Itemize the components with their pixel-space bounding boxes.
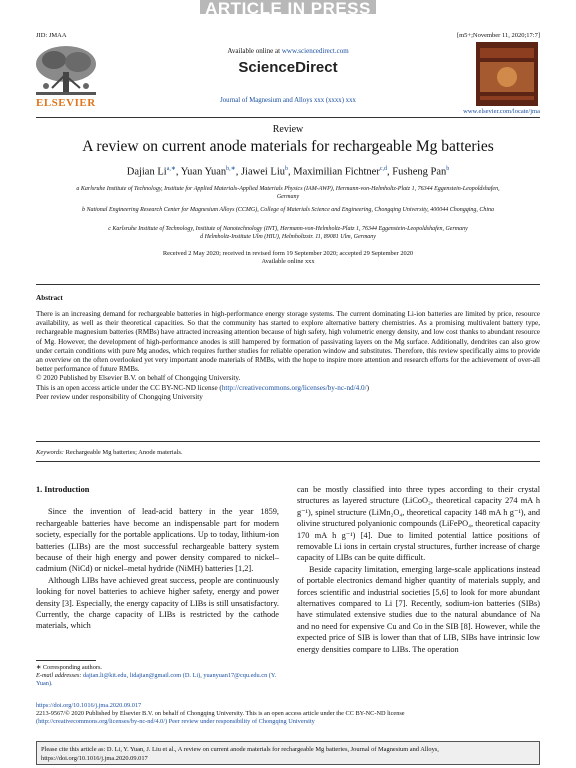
- footnote-rule: [36, 660, 96, 661]
- abstract-copyright: © 2020 Published by Elsevier B.V. on behalf of Chongqing University.: [36, 374, 241, 383]
- author-affiliation-mark[interactable]: c,d: [379, 166, 388, 172]
- abstract-heading: Abstract: [36, 294, 63, 302]
- journal-homepage-link[interactable]: www.elsevier.com/locate/jma: [463, 108, 540, 115]
- keywords-bottom-divider: [36, 461, 540, 462]
- license-prefix: This is an open access article under the CC BY-NC-ND license (: [36, 383, 222, 392]
- header-divider: [36, 117, 540, 118]
- body-column-right: [297, 484, 540, 655]
- keywords-line: [36, 449, 183, 456]
- license-link[interactable]: http://creativecommons.org/licenses/by-nc-nd/4.0/: [221, 383, 367, 392]
- affiliation-c: c Karlsruhe Institute of Technology, Institute of Nanotechnology (INT), Hermann-von-Helmholtz-Platz 1, 76344 Eggenstein-Leopoldshafen, Germany: [108, 226, 468, 232]
- footer-copyright: [36, 710, 540, 726]
- license-suffix: ): [366, 383, 370, 392]
- body-paragraph: Since the invention of lead-acid battery in the year 1859, rechargeable batteries have become an indispensable part for modern society, especially for the portable applications. Up to today, lithium-ion batteries (LIBs) are the most successful rechargeable battery system because of their high energy and power density compared to nickel–cadmium (NiCd) or nickel–metal hydride (NiMH) batteries [1,2].: [36, 507, 279, 574]
- author-affiliation-mark[interactable]: a,∗: [166, 166, 176, 172]
- body-paragraph: Beside capacity limitation, emerging large-scale applications instead of portable electronics demand higher quantity of materials supply, and forces scientific and industrial societies [5,6] to look for more abundant alternatives compared to Li [7]. Recently, sodium-ion batteries (SIBs) have stimulated extensive studies due to the natural abundance of Na and no need for expensive Cu and Co in the SIB [8]. However, while the expected price of SIB is lower than that of LIB, SIBs have intrinsic low energy densities compare to LIBs. The operation: [297, 564, 540, 654]
- corresponding-authors-note: ∗ Corresponding authors.: [36, 664, 102, 671]
- email-addresses[interactable]: dajian.li@kit.edu, lidajian@gmail.com (D. Li), yuanyuan17@cqu.edu.cn (Y. Yuan).: [36, 672, 277, 687]
- cover-art: [476, 42, 538, 106]
- introduction-heading: 1. Introduction: [36, 485, 90, 494]
- author-list: Dajian $Li^{a,∗}$, Yuan Yuan$^{b,∗}$, Jiawei Liu$^b$, Maximilian Fichtner$^{c,d}$, Fusheng Pan$^b$: [126, 166, 450, 178]
- footer-license-line[interactable]: (http://creativecommons.org/licenses/by-nc-nd/4.0/) Peer review under responsibility of Chongqing University: [36, 718, 315, 725]
- article-title: A review on current anode materials for rechargeable Mg batteries: [82, 138, 494, 155]
- article-in-press-banner: [0, 0, 576, 34]
- author-name: Yuan Yuan: [180, 166, 227, 178]
- abstract-body: There is an increasing demand for rechargeable batteries in high-performance energy storage systems. The current dominating Li-ion batteries are limited by price, resource availability, as well as their theoretical capacities. So that the community has started to explore alternative battery chemistries. As a promising multivalent battery type, rechargeable magnesium batteries (RMBs) have attracted increasing attention because of high safety, high volumetric energy density, and low cost thanks to abundant resource of Mg. However, the development of high-performance anodes is still hampered by formation of passivating layers on the Mg surface. Additionally, dendrites can also grow under certain conditions with pure Mg anodes, which requires further studies for reliable operation window and substitutes. Therefore, this review specifically aims to provide an overview on the often overlooked yet very important anode materials of RMBs, with the hope to inspire more attention and research efforts for the achievement of over-all better performance of future RMBs.: [36, 310, 540, 374]
- article-dates: [0, 250, 576, 266]
- journal-id: JID: JMAA: [36, 32, 67, 39]
- license-line: [36, 384, 540, 393]
- author-affiliation-mark[interactable]: b: [446, 166, 450, 172]
- author-affiliation-mark[interactable]: b: [284, 166, 288, 172]
- abstract-top-divider: [36, 284, 540, 285]
- author-name: Maximilian Fichtner: [293, 166, 380, 178]
- keywords-list: Rechargeable Mg batteries; Anode materials.: [65, 449, 183, 456]
- author-name: Jiawei Liu: [240, 166, 285, 178]
- sciencedirect-link[interactable]: www.sciencedirect.com: [281, 47, 349, 55]
- sciencedirect-logo: ScienceDirect: [238, 59, 338, 76]
- affiliation-a: a Karlsruhe Institute of Technology, Institute for Applied Materials-Applied Materials Physics (IAM-AWP), Hermann-von-Helmholtz-Platz 1, 76344 Eggenstein-Leopoldshafen, Germany: [76, 186, 500, 200]
- author-name: Dajian Li: [126, 166, 167, 178]
- email-label: E-mail addresses:: [36, 672, 82, 679]
- footer-copyright-line: 2213-9567/© 2020 Published by Elsevier B.V. on behalf of Chongqing University. This is an open access article under the CC BY-NC-ND license: [36, 710, 405, 717]
- journal-cover-image: [476, 42, 538, 106]
- keywords-top-divider: [36, 441, 540, 442]
- author-name: Fusheng Pan: [392, 166, 447, 178]
- email-note: [36, 672, 279, 688]
- article-type: Review: [272, 124, 304, 135]
- journal-name-link[interactable]: Journal of Magnesium and Alloys xxx (xxxx) xxx: [220, 97, 356, 104]
- body-paragraph: Although LIBs have achieved great success, people are continuously looking for novel batteries to achieve higher safety, energy and power density [3]. Especially, the energy capacity of LIBs is still unsatisfactory. Currently, the charge capacity of LIBs is restricted by the cathode materials, which: [36, 575, 279, 631]
- available-online-date: Available online xxx: [261, 258, 315, 265]
- peer-review-line: Peer review under responsibility of Chongqing University: [36, 392, 203, 401]
- body-paragraph: can be mostly classified into three types according to their crystal structures as layered structure (LiCoO₂, theoretical capacity 274 mA h g⁻¹), spinel structure (LiMn₂O₄, theoretical capacity 148 mA h g⁻¹), and olivine structured polyanionic compounds (LiFePO₄, theoretical capacity 170 mA h g⁻¹) [4]. Due to limited potential lattice positions of removable Li ions in certain crystal structures, further increase of charge capacity of LIBs can be quite difficult.: [297, 485, 540, 563]
- abstract-block: [36, 310, 540, 402]
- footnote: [36, 664, 279, 688]
- keywords-label: Keywords:: [36, 449, 64, 456]
- history-dates: Received 2 May 2020; received in revised form 19 September 2020; accepted 29 September 2020: [162, 250, 414, 257]
- body-column-left: [36, 484, 279, 632]
- elsevier-wordmark: ELSEVIER: [36, 97, 96, 109]
- banner-text: ARTICLE IN PRESS: [205, 0, 371, 18]
- citation-box: Please cite this article as: D. Li, Y. Yuan, J. Liu et al., A review on current anode materials for rechargeable Mg batteries, Journal of Magnesium and Alloys, https://doi.org/10.1016/j.jma.2020.09.017: [36, 741, 540, 765]
- build-stamp: [m5+;November 11, 2020;17:7]: [456, 32, 540, 39]
- doi-link[interactable]: https://doi.org/10.1016/j.jma.2020.09.017: [36, 702, 142, 709]
- author-affiliation-mark[interactable]: b,∗: [226, 166, 236, 172]
- affiliation-b: b National Engineering Research Center for Magnesium Alloys (CCMG), College of Materials Science and Engineering, Chongqing University, 400044 Chongqing, China: [81, 207, 495, 213]
- available-prefix: Available online at: [227, 47, 282, 55]
- affiliation-d: d Helmholtz-Institute Ulm (HIU), Helmholtzstr. 11, 89081 Ulm, Germany: [200, 234, 376, 240]
